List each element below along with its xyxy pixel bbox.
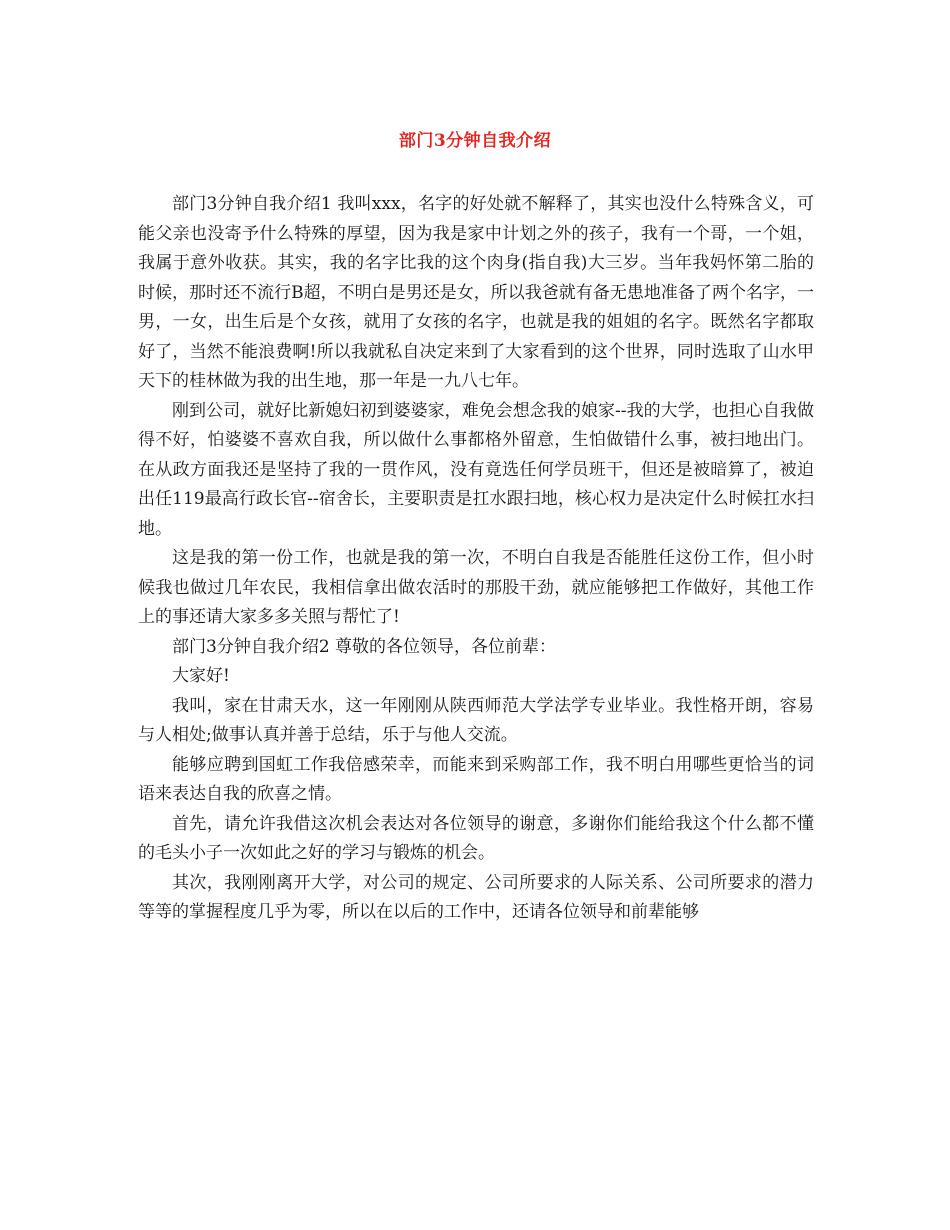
paragraph-8: 首先，请允许我借这次机会表达对各位领导的谢意，多谢你们能给我这个什么都不懂的毛头小子一次如此之好的学习与锻炼的机会。	[138, 813, 814, 863]
paragraph-2: 刚到公司，就好比新媳妇初到婆婆家，难免会想念我的娘家--我的大学，也担心自我做得不好，怕婆婆不喜欢自我，所以做什么事都格外留意，生怕做错什么事，被扫地出门。在从政方面我还是坚持了我的一贯作风，没有竟选任何学员班干，但还是被暗算了，被迫出任119最高行政长官--宿舍长，主要职责是扛水跟扫地，核心权力是决定什么时候扛水扫地。	[138, 400, 814, 539]
document-title: 部门3分钟自我介绍	[398, 131, 552, 151]
paragraph-5: 大家好!	[172, 666, 230, 686]
paragraph-9: 其次，我刚刚离开大学，对公司的规定、公司所要求的人际关系、公司所要求的潜力等等的掌握程度几乎为零，所以在以后的工作中，还请各位领导和前辈能够	[138, 872, 814, 922]
paragraph-6: 我叫，家在甘肃天水，这一年刚刚从陕西师范大学法学专业毕业。我性格开朗，容易与人相处;做事认真并善于总结，乐于与他人交流。	[138, 695, 814, 745]
paragraph-1: 部门3分钟自我介绍1 我叫xxx，名字的好处就不解释了，其实也没什么特殊含义，可能父亲也没寄予什么特殊的厚望，因为我是家中计划之外的孩子，我有一个哥，一个姐，我属于意外收获。其实，我的名字比我的这个肉身(指自我)大三岁。当年我妈怀第二胎的时候，那时还不流行B超，不明白是男还是女，所以我爸就有备无患地准备了两个名字，一男，一女，出生后是个女孩，就用了女孩的名字，也就是我的姐姐的名字。既然名字都取好了，当然不能浪费啊!所以我就私自决定来到了大家看到的这个世界，同时选取了山水甲天下的桂林做为我的出生地，那一年是一九八七年。	[138, 194, 814, 391]
paragraph-4: 部门3分钟自我介绍2 尊敬的各位领导，各位前辈：	[172, 636, 557, 657]
paragraph-7: 能够应聘到国虹工作我倍感荣幸，而能来到采购部工作，我不明白用哪些更恰当的词语来表达自我的欣喜之情。	[138, 754, 814, 804]
document-body	[138, 190, 814, 928]
paragraph-3: 这是我的第一份工作，也就是我的第一次，不明白自我是否能胜任这份工作，但小时候我也做过几年农民，我相信拿出做农活时的那股干劲，就应能够把工作做好，其他工作上的事还请大家多多关照与帮忙了!	[138, 548, 814, 627]
